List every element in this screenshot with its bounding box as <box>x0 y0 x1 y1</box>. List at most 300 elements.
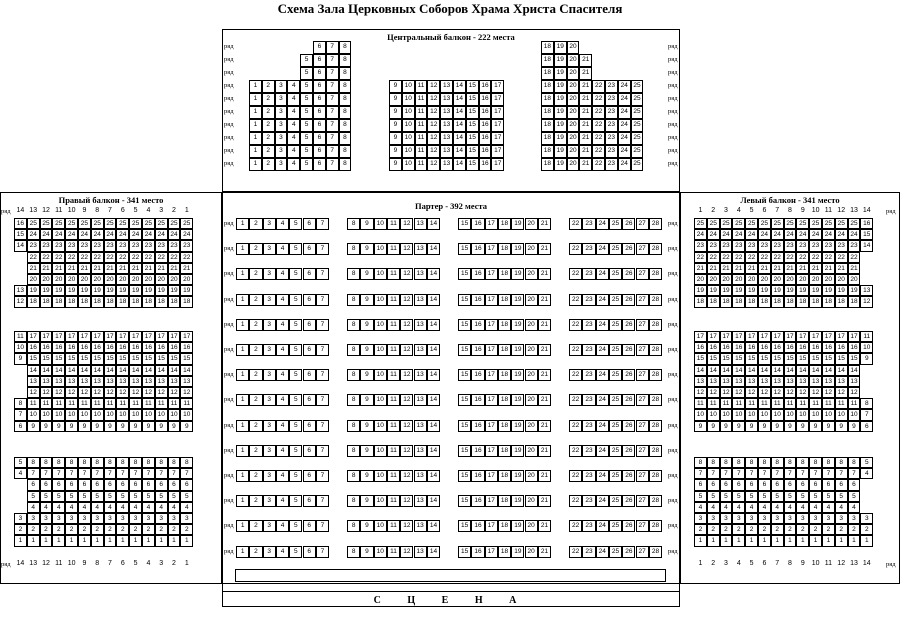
parterre-seat[interactable]: 4 <box>276 369 289 381</box>
left-balcony-seat[interactable]: 20 <box>745 274 758 285</box>
parterre-seat[interactable]: 28 <box>649 294 662 306</box>
left-balcony-seat[interactable]: 22 <box>771 252 784 263</box>
central-seat[interactable]: 6 <box>313 54 326 67</box>
right-balcony-seat[interactable]: 2 <box>65 524 78 535</box>
left-balcony-seat[interactable]: 9 <box>848 421 861 432</box>
parterre-seat[interactable]: 22 <box>569 470 582 482</box>
right-balcony-seat[interactable]: 13 <box>40 376 53 387</box>
parterre-seat[interactable]: 24 <box>596 445 609 457</box>
central-seat[interactable]: 21 <box>579 145 592 158</box>
central-seat[interactable]: 20 <box>567 54 580 67</box>
right-balcony-seat[interactable]: 21 <box>65 263 78 274</box>
central-seat[interactable]: 13 <box>440 119 453 132</box>
central-seat[interactable]: 9 <box>389 80 402 93</box>
right-balcony-seat[interactable]: 1 <box>180 535 193 546</box>
right-balcony-seat[interactable]: 25 <box>129 218 142 229</box>
parterre-seat[interactable]: 9 <box>360 319 373 331</box>
right-balcony-seat[interactable]: 20 <box>129 274 142 285</box>
right-balcony-seat[interactable]: 25 <box>142 218 155 229</box>
right-balcony-seat[interactable]: 24 <box>52 229 65 240</box>
left-balcony-seat[interactable]: 9 <box>732 421 745 432</box>
right-balcony-seat[interactable]: 20 <box>52 274 65 285</box>
right-balcony-seat[interactable]: 5 <box>129 491 142 502</box>
left-balcony-seat[interactable]: 11 <box>835 398 848 409</box>
left-balcony-seat[interactable]: 17 <box>720 331 733 342</box>
left-balcony-seat[interactable]: 17 <box>771 331 784 342</box>
left-balcony-seat[interactable]: 18 <box>835 296 848 307</box>
right-balcony-seat[interactable]: 13 <box>78 376 91 387</box>
left-balcony-seat[interactable]: 21 <box>848 263 861 274</box>
central-seat[interactable]: 23 <box>605 145 618 158</box>
parterre-seat[interactable]: 2 <box>249 420 262 432</box>
parterre-seat[interactable]: 4 <box>276 268 289 280</box>
parterre-seat[interactable]: 22 <box>569 546 582 558</box>
parterre-seat[interactable]: 5 <box>289 369 302 381</box>
right-balcony-seat[interactable]: 8 <box>40 457 53 468</box>
left-balcony-seat[interactable]: 12 <box>835 387 848 398</box>
left-balcony-seat[interactable]: 17 <box>694 331 707 342</box>
left-balcony-seat[interactable]: 7 <box>694 468 707 479</box>
right-balcony-seat[interactable]: 25 <box>104 218 117 229</box>
parterre-seat[interactable]: 7 <box>316 243 329 255</box>
parterre-seat[interactable]: 25 <box>609 369 622 381</box>
right-balcony-seat[interactable]: 12 <box>129 387 142 398</box>
central-seat[interactable]: 8 <box>339 41 352 54</box>
central-seat[interactable]: 23 <box>605 132 618 145</box>
left-balcony-seat[interactable]: 18 <box>796 296 809 307</box>
parterre-seat[interactable]: 1 <box>236 546 249 558</box>
central-seat[interactable]: 17 <box>491 119 504 132</box>
parterre-seat[interactable]: 25 <box>609 294 622 306</box>
parterre-seat[interactable]: 7 <box>316 445 329 457</box>
right-balcony-seat[interactable]: 22 <box>116 252 129 263</box>
left-balcony-seat[interactable]: 22 <box>809 252 822 263</box>
left-balcony-seat[interactable]: 21 <box>796 263 809 274</box>
parterre-seat[interactable]: 21 <box>538 243 551 255</box>
right-balcony-seat[interactable]: 24 <box>78 229 91 240</box>
left-balcony-seat[interactable]: 7 <box>707 468 720 479</box>
left-balcony-seat[interactable]: 3 <box>694 513 707 524</box>
central-seat[interactable]: 8 <box>339 119 352 132</box>
right-balcony-seat[interactable]: 23 <box>27 240 40 251</box>
left-balcony-seat[interactable]: 6 <box>809 479 822 490</box>
left-balcony-seat[interactable]: 10 <box>848 409 861 420</box>
right-balcony-seat[interactable]: 6 <box>180 479 193 490</box>
left-balcony-seat[interactable]: 24 <box>835 229 848 240</box>
parterre-seat[interactable]: 13 <box>414 369 427 381</box>
right-balcony-seat[interactable]: 24 <box>129 229 142 240</box>
parterre-seat[interactable]: 6 <box>303 319 316 331</box>
right-balcony-seat[interactable]: 12 <box>65 387 78 398</box>
left-balcony-seat[interactable]: 6 <box>771 479 784 490</box>
left-balcony-seat[interactable]: 20 <box>758 274 771 285</box>
parterre-seat[interactable]: 6 <box>303 344 316 356</box>
parterre-seat[interactable]: 25 <box>609 394 622 406</box>
left-balcony-seat[interactable]: 7 <box>860 409 873 420</box>
parterre-seat[interactable]: 12 <box>400 218 413 230</box>
parterre-seat[interactable]: 23 <box>582 243 595 255</box>
right-balcony-seat[interactable]: 18 <box>104 296 117 307</box>
parterre-seat[interactable]: 10 <box>374 520 387 532</box>
right-balcony-seat[interactable]: 4 <box>155 502 168 513</box>
right-balcony-seat[interactable]: 25 <box>27 218 40 229</box>
left-balcony-seat[interactable]: 5 <box>707 491 720 502</box>
parterre-seat[interactable]: 19 <box>511 546 524 558</box>
central-seat[interactable]: 18 <box>541 54 554 67</box>
right-balcony-seat[interactable]: 6 <box>27 479 40 490</box>
right-balcony-seat[interactable]: 24 <box>142 229 155 240</box>
right-balcony-seat[interactable]: 12 <box>91 387 104 398</box>
left-balcony-seat[interactable]: 23 <box>758 240 771 251</box>
parterre-seat[interactable]: 14 <box>427 520 440 532</box>
central-seat[interactable]: 12 <box>427 93 440 106</box>
parterre-seat[interactable]: 21 <box>538 394 551 406</box>
right-balcony-seat[interactable]: 19 <box>116 285 129 296</box>
right-balcony-seat[interactable]: 21 <box>142 263 155 274</box>
right-balcony-seat[interactable]: 11 <box>40 398 53 409</box>
right-balcony-seat[interactable]: 1 <box>129 535 142 546</box>
parterre-seat[interactable]: 20 <box>525 394 538 406</box>
right-balcony-seat[interactable]: 3 <box>129 513 142 524</box>
left-balcony-seat[interactable]: 10 <box>860 342 873 353</box>
central-seat[interactable]: 10 <box>402 106 415 119</box>
left-balcony-seat[interactable]: 18 <box>745 296 758 307</box>
central-seat[interactable]: 6 <box>313 41 326 54</box>
right-balcony-seat[interactable]: 17 <box>168 331 181 342</box>
left-balcony-seat[interactable]: 18 <box>809 296 822 307</box>
left-balcony-seat[interactable]: 7 <box>732 468 745 479</box>
parterre-seat[interactable]: 16 <box>471 394 484 406</box>
right-balcony-seat[interactable]: 2 <box>14 524 27 535</box>
right-balcony-seat[interactable]: 5 <box>78 491 91 502</box>
left-balcony-seat[interactable]: 13 <box>784 376 797 387</box>
central-seat[interactable]: 10 <box>402 93 415 106</box>
parterre-seat[interactable]: 7 <box>316 344 329 356</box>
left-balcony-seat[interactable]: 16 <box>758 342 771 353</box>
central-seat[interactable]: 23 <box>605 93 618 106</box>
left-balcony-seat[interactable]: 13 <box>694 376 707 387</box>
central-seat[interactable]: 18 <box>541 145 554 158</box>
left-balcony-seat[interactable]: 24 <box>822 229 835 240</box>
left-balcony-seat[interactable]: 24 <box>745 229 758 240</box>
left-balcony-seat[interactable]: 5 <box>720 491 733 502</box>
right-balcony-seat[interactable]: 12 <box>78 387 91 398</box>
right-balcony-seat[interactable]: 21 <box>52 263 65 274</box>
left-balcony-seat[interactable]: 20 <box>796 274 809 285</box>
right-balcony-seat[interactable]: 23 <box>91 240 104 251</box>
parterre-seat[interactable]: 28 <box>649 268 662 280</box>
right-balcony-seat[interactable]: 13 <box>155 376 168 387</box>
central-seat[interactable]: 14 <box>453 80 466 93</box>
parterre-seat[interactable]: 13 <box>414 218 427 230</box>
parterre-seat[interactable]: 16 <box>471 520 484 532</box>
left-balcony-seat[interactable]: 3 <box>758 513 771 524</box>
left-balcony-seat[interactable]: 8 <box>720 457 733 468</box>
central-seat[interactable]: 14 <box>453 132 466 145</box>
parterre-seat[interactable]: 2 <box>249 294 262 306</box>
right-balcony-seat[interactable]: 8 <box>116 457 129 468</box>
right-balcony-seat[interactable]: 10 <box>40 409 53 420</box>
left-balcony-seat[interactable]: 9 <box>720 421 733 432</box>
right-balcony-seat[interactable]: 15 <box>155 353 168 364</box>
parterre-seat[interactable]: 20 <box>525 546 538 558</box>
parterre-seat[interactable]: 26 <box>622 520 635 532</box>
parterre-seat[interactable]: 27 <box>636 319 649 331</box>
left-balcony-seat[interactable]: 6 <box>784 479 797 490</box>
left-balcony-seat[interactable]: 15 <box>745 353 758 364</box>
parterre-seat[interactable]: 26 <box>622 394 635 406</box>
right-balcony-seat[interactable]: 23 <box>168 240 181 251</box>
right-balcony-seat[interactable]: 9 <box>27 421 40 432</box>
parterre-seat[interactable]: 10 <box>374 294 387 306</box>
left-balcony-seat[interactable]: 16 <box>732 342 745 353</box>
parterre-seat[interactable]: 2 <box>249 445 262 457</box>
left-balcony-seat[interactable]: 19 <box>758 285 771 296</box>
central-seat[interactable]: 17 <box>491 80 504 93</box>
parterre-seat[interactable]: 11 <box>387 520 400 532</box>
left-balcony-seat[interactable]: 20 <box>848 274 861 285</box>
left-balcony-seat[interactable]: 15 <box>732 353 745 364</box>
parterre-seat[interactable]: 5 <box>289 546 302 558</box>
right-balcony-seat[interactable]: 12 <box>142 387 155 398</box>
right-balcony-seat[interactable]: 10 <box>52 409 65 420</box>
parterre-seat[interactable]: 3 <box>263 218 276 230</box>
parterre-seat[interactable]: 12 <box>400 420 413 432</box>
left-balcony-seat[interactable]: 6 <box>732 479 745 490</box>
left-balcony-seat[interactable]: 11 <box>848 398 861 409</box>
right-balcony-seat[interactable]: 8 <box>78 457 91 468</box>
right-balcony-seat[interactable]: 3 <box>27 513 40 524</box>
left-balcony-seat[interactable]: 24 <box>784 229 797 240</box>
central-seat[interactable]: 22 <box>592 119 605 132</box>
right-balcony-seat[interactable]: 3 <box>168 513 181 524</box>
central-seat[interactable]: 11 <box>415 119 428 132</box>
left-balcony-seat[interactable]: 14 <box>694 365 707 376</box>
right-balcony-seat[interactable]: 22 <box>65 252 78 263</box>
parterre-seat[interactable]: 20 <box>525 445 538 457</box>
right-balcony-seat[interactable]: 18 <box>129 296 142 307</box>
right-balcony-seat[interactable]: 13 <box>52 376 65 387</box>
right-balcony-seat[interactable]: 17 <box>129 331 142 342</box>
right-balcony-seat[interactable]: 3 <box>104 513 117 524</box>
parterre-seat[interactable]: 16 <box>471 344 484 356</box>
central-seat[interactable]: 7 <box>326 119 339 132</box>
right-balcony-seat[interactable]: 13 <box>180 376 193 387</box>
parterre-seat[interactable]: 18 <box>498 218 511 230</box>
left-balcony-seat[interactable]: 11 <box>809 398 822 409</box>
parterre-seat[interactable]: 20 <box>525 420 538 432</box>
parterre-seat[interactable]: 22 <box>569 495 582 507</box>
right-balcony-seat[interactable]: 9 <box>104 421 117 432</box>
right-balcony-seat[interactable]: 4 <box>116 502 129 513</box>
right-balcony-seat[interactable]: 14 <box>14 240 27 251</box>
parterre-seat[interactable]: 17 <box>485 319 498 331</box>
right-balcony-seat[interactable]: 2 <box>168 524 181 535</box>
central-seat[interactable]: 9 <box>389 158 402 171</box>
left-balcony-seat[interactable]: 10 <box>822 409 835 420</box>
parterre-seat[interactable]: 28 <box>649 243 662 255</box>
right-balcony-seat[interactable]: 22 <box>27 252 40 263</box>
parterre-seat[interactable]: 6 <box>303 394 316 406</box>
left-balcony-seat[interactable]: 3 <box>784 513 797 524</box>
left-balcony-seat[interactable]: 2 <box>809 524 822 535</box>
central-seat[interactable]: 3 <box>275 93 288 106</box>
parterre-seat[interactable]: 23 <box>582 445 595 457</box>
left-balcony-seat[interactable]: 20 <box>771 274 784 285</box>
parterre-seat[interactable]: 8 <box>347 546 360 558</box>
right-balcony-seat[interactable]: 18 <box>52 296 65 307</box>
right-balcony-seat[interactable]: 11 <box>116 398 129 409</box>
parterre-seat[interactable]: 11 <box>387 243 400 255</box>
left-balcony-seat[interactable]: 6 <box>822 479 835 490</box>
parterre-seat[interactable]: 25 <box>609 243 622 255</box>
right-balcony-seat[interactable]: 12 <box>155 387 168 398</box>
left-balcony-seat[interactable]: 4 <box>848 502 861 513</box>
parterre-seat[interactable]: 7 <box>316 369 329 381</box>
left-balcony-seat[interactable]: 13 <box>720 376 733 387</box>
right-balcony-seat[interactable]: 24 <box>116 229 129 240</box>
parterre-seat[interactable]: 23 <box>582 495 595 507</box>
central-seat[interactable]: 23 <box>605 119 618 132</box>
central-seat[interactable]: 19 <box>554 67 567 80</box>
right-balcony-seat[interactable]: 18 <box>27 296 40 307</box>
left-balcony-seat[interactable]: 4 <box>796 502 809 513</box>
right-balcony-seat[interactable]: 14 <box>116 365 129 376</box>
left-balcony-seat[interactable]: 6 <box>745 479 758 490</box>
parterre-seat[interactable]: 10 <box>374 470 387 482</box>
left-balcony-seat[interactable]: 21 <box>822 263 835 274</box>
parterre-seat[interactable]: 18 <box>498 394 511 406</box>
left-balcony-seat[interactable]: 19 <box>784 285 797 296</box>
left-balcony-seat[interactable]: 4 <box>784 502 797 513</box>
right-balcony-seat[interactable]: 3 <box>65 513 78 524</box>
left-balcony-seat[interactable]: 12 <box>720 387 733 398</box>
left-balcony-seat[interactable]: 10 <box>784 409 797 420</box>
right-balcony-seat[interactable]: 22 <box>52 252 65 263</box>
central-seat[interactable]: 11 <box>415 132 428 145</box>
left-balcony-seat[interactable]: 6 <box>707 479 720 490</box>
right-balcony-seat[interactable]: 1 <box>78 535 91 546</box>
parterre-seat[interactable]: 17 <box>485 294 498 306</box>
central-seat[interactable]: 6 <box>313 132 326 145</box>
left-balcony-seat[interactable]: 1 <box>745 535 758 546</box>
central-seat[interactable]: 18 <box>541 119 554 132</box>
central-seat[interactable]: 21 <box>579 67 592 80</box>
left-balcony-seat[interactable]: 7 <box>809 468 822 479</box>
left-balcony-seat[interactable]: 22 <box>707 252 720 263</box>
parterre-seat[interactable]: 16 <box>471 470 484 482</box>
central-seat[interactable]: 21 <box>579 93 592 106</box>
right-balcony-seat[interactable]: 14 <box>91 365 104 376</box>
central-seat[interactable]: 19 <box>554 145 567 158</box>
left-balcony-seat[interactable]: 13 <box>732 376 745 387</box>
central-seat[interactable]: 24 <box>618 93 631 106</box>
central-seat[interactable]: 2 <box>262 80 275 93</box>
left-balcony-seat[interactable]: 2 <box>758 524 771 535</box>
right-balcony-seat[interactable]: 7 <box>168 468 181 479</box>
central-seat[interactable]: 15 <box>466 119 479 132</box>
right-balcony-seat[interactable]: 22 <box>129 252 142 263</box>
right-balcony-seat[interactable]: 12 <box>14 296 27 307</box>
right-balcony-seat[interactable]: 19 <box>91 285 104 296</box>
right-balcony-seat[interactable]: 7 <box>142 468 155 479</box>
right-balcony-seat[interactable]: 9 <box>78 421 91 432</box>
left-balcony-seat[interactable]: 11 <box>720 398 733 409</box>
central-seat[interactable]: 20 <box>567 132 580 145</box>
right-balcony-seat[interactable]: 24 <box>180 229 193 240</box>
parterre-seat[interactable]: 17 <box>485 243 498 255</box>
parterre-seat[interactable]: 15 <box>458 546 471 558</box>
left-balcony-seat[interactable]: 19 <box>694 285 707 296</box>
left-balcony-seat[interactable]: 12 <box>694 387 707 398</box>
left-balcony-seat[interactable]: 15 <box>860 229 873 240</box>
right-balcony-seat[interactable]: 19 <box>129 285 142 296</box>
left-balcony-seat[interactable]: 2 <box>822 524 835 535</box>
central-seat[interactable]: 24 <box>618 106 631 119</box>
central-seat[interactable]: 21 <box>579 132 592 145</box>
central-seat[interactable]: 5 <box>300 54 313 67</box>
central-seat[interactable]: 10 <box>402 80 415 93</box>
right-balcony-seat[interactable]: 15 <box>27 353 40 364</box>
right-balcony-seat[interactable]: 15 <box>40 353 53 364</box>
left-balcony-seat[interactable]: 21 <box>771 263 784 274</box>
right-balcony-seat[interactable]: 4 <box>180 502 193 513</box>
right-balcony-seat[interactable]: 17 <box>52 331 65 342</box>
parterre-seat[interactable]: 3 <box>263 546 276 558</box>
right-balcony-seat[interactable]: 6 <box>116 479 129 490</box>
right-balcony-seat[interactable]: 14 <box>27 365 40 376</box>
right-balcony-seat[interactable]: 10 <box>168 409 181 420</box>
left-balcony-seat[interactable]: 18 <box>771 296 784 307</box>
right-balcony-seat[interactable]: 12 <box>116 387 129 398</box>
parterre-seat[interactable]: 18 <box>498 495 511 507</box>
parterre-seat[interactable]: 4 <box>276 546 289 558</box>
parterre-seat[interactable]: 21 <box>538 268 551 280</box>
central-seat[interactable]: 12 <box>427 145 440 158</box>
central-seat[interactable]: 9 <box>389 132 402 145</box>
parterre-seat[interactable]: 3 <box>263 470 276 482</box>
right-balcony-seat[interactable]: 18 <box>180 296 193 307</box>
parterre-seat[interactable]: 19 <box>511 470 524 482</box>
central-seat[interactable]: 15 <box>466 145 479 158</box>
right-balcony-seat[interactable]: 17 <box>116 331 129 342</box>
right-balcony-seat[interactable]: 11 <box>78 398 91 409</box>
parterre-seat[interactable]: 15 <box>458 394 471 406</box>
right-balcony-seat[interactable]: 19 <box>65 285 78 296</box>
parterre-seat[interactable]: 1 <box>236 495 249 507</box>
central-seat[interactable]: 18 <box>541 158 554 171</box>
central-seat[interactable]: 22 <box>592 106 605 119</box>
left-balcony-seat[interactable]: 25 <box>707 218 720 229</box>
left-balcony-seat[interactable]: 8 <box>848 457 861 468</box>
right-balcony-seat[interactable]: 3 <box>91 513 104 524</box>
central-seat[interactable]: 2 <box>262 119 275 132</box>
right-balcony-seat[interactable]: 16 <box>116 342 129 353</box>
parterre-seat[interactable]: 2 <box>249 394 262 406</box>
central-seat[interactable]: 13 <box>440 106 453 119</box>
right-balcony-seat[interactable]: 14 <box>129 365 142 376</box>
right-balcony-seat[interactable]: 21 <box>91 263 104 274</box>
parterre-seat[interactable]: 9 <box>360 218 373 230</box>
right-balcony-seat[interactable]: 19 <box>168 285 181 296</box>
left-balcony-seat[interactable]: 3 <box>809 513 822 524</box>
right-balcony-seat[interactable]: 12 <box>40 387 53 398</box>
parterre-seat[interactable]: 25 <box>609 218 622 230</box>
right-balcony-seat[interactable]: 25 <box>52 218 65 229</box>
left-balcony-seat[interactable]: 7 <box>720 468 733 479</box>
parterre-seat[interactable]: 27 <box>636 495 649 507</box>
left-balcony-seat[interactable]: 5 <box>796 491 809 502</box>
